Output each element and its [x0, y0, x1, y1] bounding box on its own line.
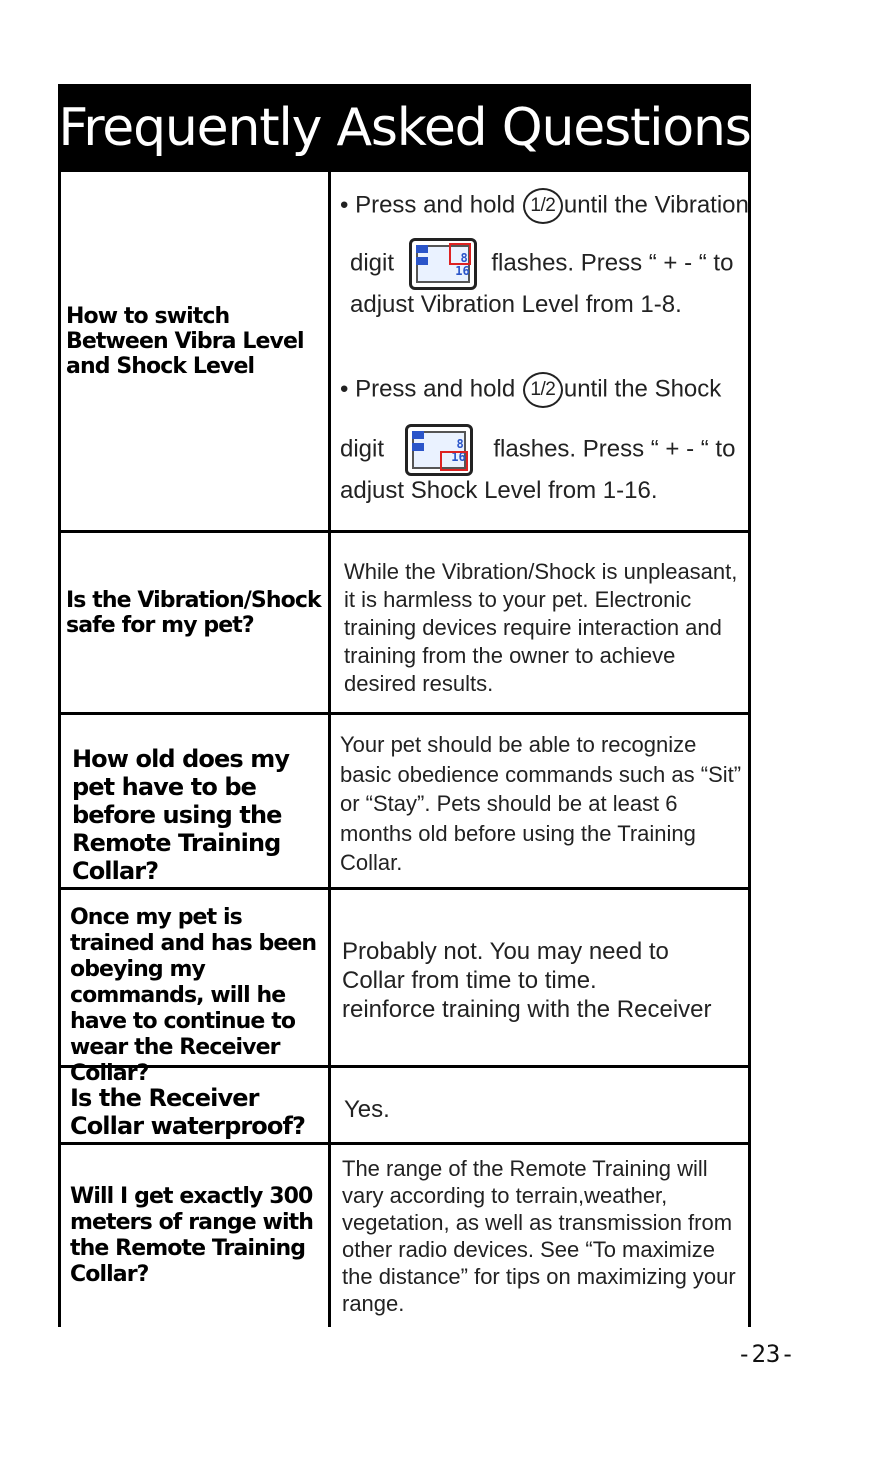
faq-question: Is the Receiver Collar waterproof? [70, 1084, 306, 1140]
faq-question: Once my pet is trained and has been obeying my commands, will he have to continue to wear the Receiver Collar? [70, 905, 317, 1086]
lcd-shock-icon [405, 424, 473, 476]
row-divider [58, 712, 751, 715]
answer-text: • Press and hold [340, 191, 522, 219]
answer-text: • Press and hold [340, 375, 522, 403]
faq-answer: While the Vibration/Shock is unpleasant, it is harmless to your pet. Electronic training devices require interaction and training from the owner to achieve desired results. [344, 559, 738, 696]
page-title: Frequently Asked Questions [58, 98, 751, 158]
row-divider [58, 887, 751, 890]
row-divider [58, 530, 751, 533]
lcd-digit: 16 [451, 450, 466, 464]
column-divider [328, 172, 331, 1327]
answer-text: adjust Shock Level from 1-16. [340, 477, 658, 504]
title-bar [58, 84, 751, 172]
table-border-right [748, 172, 751, 1327]
answer-text: digit [340, 435, 385, 463]
row-divider [58, 1142, 751, 1145]
faq-table [58, 172, 751, 1327]
lcd-digit: 8 [460, 251, 468, 265]
answer-text: flashes. Press “ + - “ to [491, 249, 734, 277]
lcd-digit: 8 [456, 437, 464, 451]
answer-text: adjust Vibration Level from 1-8. [350, 291, 682, 318]
button-1-2-icon: 1/2 [523, 188, 563, 224]
answer-text: flashes. Press “ + - “ to [493, 435, 736, 463]
table-border-left [58, 172, 61, 1327]
faq-answer: Your pet should be able to recognize basic obedience commands such as “Sit” or “Stay”. Pets should be at least 6 months old before using the Training Collar. [340, 732, 742, 875]
answer-text: digit [350, 249, 395, 277]
answer-line: reinforce training with the Receiver [342, 996, 712, 1023]
lcd-vibration-icon [409, 238, 477, 290]
faq-question: Is the Vibration/Shock safe for my pet? [66, 588, 321, 638]
faq-answer [342, 937, 744, 1024]
faq-answer [340, 188, 749, 506]
answer-text: until the Shock [563, 375, 722, 403]
answer-line: Collar from time to time. [342, 967, 597, 994]
page-number: -23- [737, 1340, 795, 1368]
faq-question: How to switch Between Vibra Level and Shock Level [66, 304, 304, 379]
answer-text: until the Vibration [563, 191, 749, 219]
faq-question: Will I get exactly 300 meters of range with the Remote Training Collar? [70, 1184, 313, 1287]
lcd-digit: 16 [455, 264, 470, 278]
button-1-2-icon: 1/2 [523, 372, 563, 408]
answer-line: Probably not. You may need to [342, 938, 669, 965]
faq-question: How old does my pet have to be before using the Remote Training Collar? [72, 745, 290, 885]
faq-answer: The range of the Remote Training will vary according to terrain,weather, vegetation, as well as transmission from other radio devices. See “To maximize the distance” for tips on maximizing your range. [342, 1156, 736, 1316]
faq-answer: Yes. [344, 1096, 390, 1123]
